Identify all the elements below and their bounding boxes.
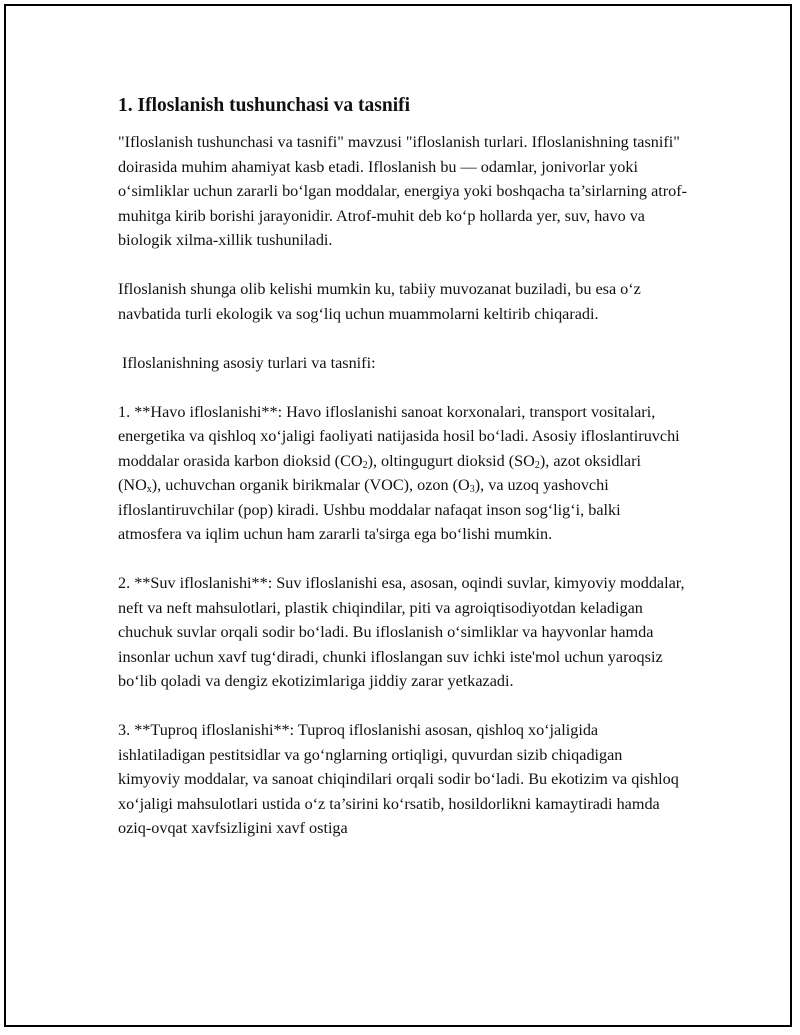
section-heading: 1. Ifloslanish tushunchasi va tasnifi (118, 95, 411, 116)
intro-paragraph: "Ifloslanish tushunchasi va tasnifi" mavzusi "ifloslanish turlari. Ifloslanishning tasnifi" doirasida muhim ahamiyat kasb etadi. Ifloslanish bu — odamlar, jonivorlar yoki o‘simliklar uchun zararli bo‘lgan moddalar, energiya yoki boshqacha ta’sirlarning atrof-muhitga kirib borishi jarayonidir. Atrof-muhit deb ko‘p hollarda yer, suv, havo va biologik xilma-xillik tushuniladi. (118, 133, 688, 249)
document-body (118, 93, 688, 865)
types-lead-paragraph: Ifloslanishning asosiy turlari va tasnifi: (122, 353, 376, 372)
so2-subscript: 2 (534, 459, 540, 471)
nox-subscript: x (146, 484, 152, 495)
consequence-paragraph: Ifloslanish shunga olib kelishi mumkin ku, tabiiy muvozanat buziladi, bu esa o‘z navbatida turli ekologik va sog‘liq uchun muammolarni keltirib chiqaradi. (118, 280, 641, 323)
soil-pollution-paragraph: 3. **Tuproq ifloslanishi**: Tuproq ifloslanishi asosan, qishloq xo‘jaligida ishlatiladigan pestitsidlar va go‘nglarning ortiqligi, quvurdan sizib chiqadigan kimyoviy moddalar, va sanoat chiqindilari orqali sodir bo‘ladi. Bu ekotizim va qishloq xo‘jaligi mahsulotlari ustida o‘z ta’sirini ko‘rsatib, hosildorlikni kamaytiradi hamda oziq-ovqat xavfsizligini xavf ostiga (118, 721, 679, 837)
o3-subscript: 3 (469, 484, 475, 495)
water-pollution-paragraph: 2. **Suv ifloslanishi**: Suv ifloslanishi esa, asosan, oqindi suvlar, kimyoviy moddalar, neft va neft mahsulotlari, plastik chiqindilar, piti va agroiqtisodiyotdan keladigan chuchuk suvlar orqali sodir bo‘ladi. Bu ifloslanish o‘simliklar va hayvonlar hamda insonlar uchun xavf tug‘diradi, chunki ifloslangan suv ichki iste'mol uchun yaroqsiz bo‘lib qoladi va dengiz ekotizimlariga jiddiy zarar yetkazadi. (118, 574, 685, 690)
co2-subscript: 2 (362, 459, 368, 471)
air-pollution-paragraph: 1. **Havo ifloslanishi**: Havo ifloslanishi sanoat korxonalari, transport vositalari, energetika va qishloq xo‘jaligi faoliyati natijasida hosil bo‘ladi. Asosiy ifloslantiruvchi moddalar orasida karbon dioksid $(CO_2)$, oltingugurt dioksid $(SO_2)$, azot oksidlari $(NO_x)$, uchuvchan organik birikmalar (VOC), ozon $(O_3)$, va uzoq yashovchi ifloslantiruvchilar (pop) kiradi. Ushbu moddalar nafaqat inson sog‘lig‘i, balki atmosfera va iqlim uchun ham zararli ta'sirga ega bo‘lishi mumkin. (118, 402, 680, 543)
